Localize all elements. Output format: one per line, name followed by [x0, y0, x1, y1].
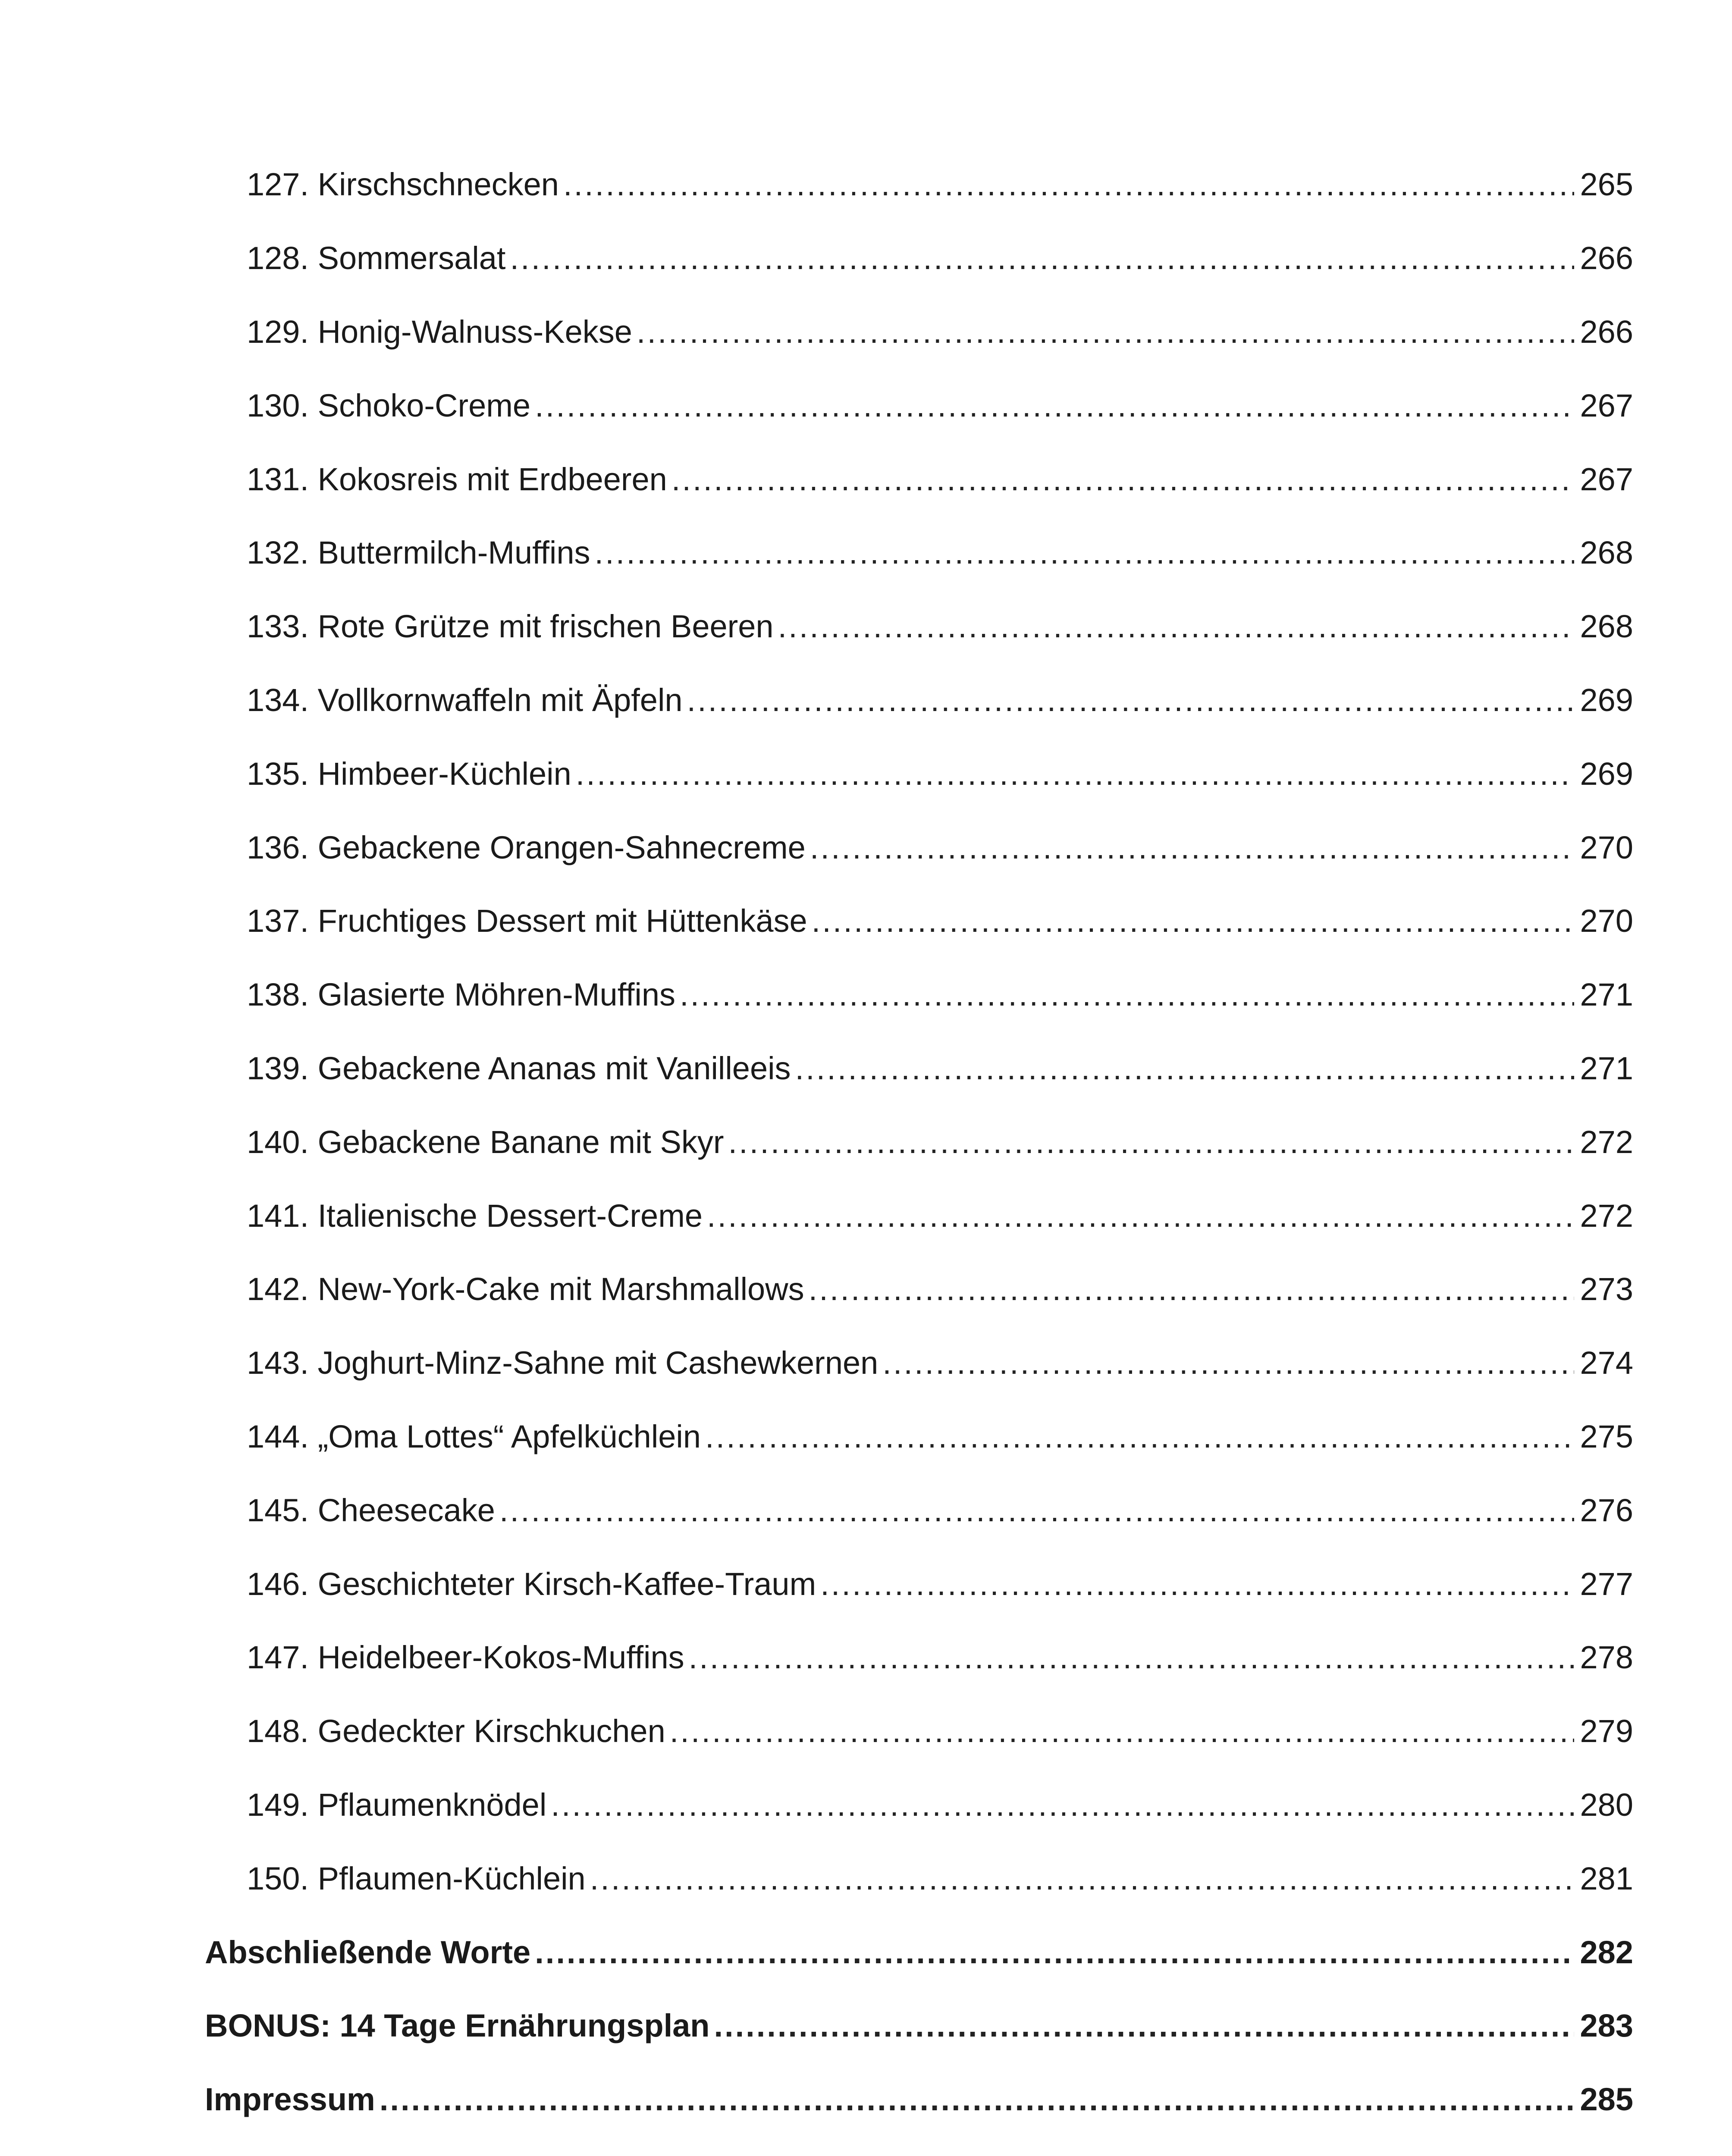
toc-page-number: 285	[1580, 2081, 1633, 2118]
toc-recipe-entry[interactable]	[247, 590, 1633, 664]
toc-entry-title: 139. Gebackene Ananas mit Vanilleeis	[247, 1050, 791, 1086]
toc-page-number: 281	[1580, 1860, 1633, 1896]
toc-recipe-entry[interactable]	[247, 958, 1633, 1032]
toc-page-number: 269	[1580, 682, 1633, 718]
toc-recipe-entry[interactable]	[247, 516, 1633, 590]
dot-leader	[728, 1126, 1574, 1158]
toc-entry-title: 132. Buttermilch-Muffins	[247, 535, 590, 571]
toc-recipe-entry[interactable]	[247, 295, 1633, 369]
toc-page-number: 270	[1580, 829, 1633, 865]
toc-recipe-entry[interactable]	[247, 1547, 1633, 1621]
dot-leader	[595, 537, 1574, 569]
toc-entry-line	[247, 1786, 1633, 1823]
toc-entry-line	[247, 1492, 1633, 1528]
toc-entry-line	[247, 1126, 1633, 1158]
toc-page-number: 283	[1580, 2008, 1633, 2044]
toc-entry-title: 142. New-York-Cake mit Marshmallows	[247, 1271, 804, 1307]
dot-leader	[535, 390, 1574, 422]
dot-leader	[687, 684, 1574, 716]
toc-page-number: 266	[1580, 313, 1633, 350]
toc-page-number: 265	[1580, 166, 1633, 203]
dot-leader	[510, 242, 1574, 274]
toc-entry-title: Impressum	[205, 2081, 375, 2118]
dot-leader	[380, 2084, 1574, 2115]
toc-entry-line	[247, 537, 1633, 569]
toc-chapter-entry[interactable]	[205, 2063, 1633, 2137]
toc-entry-line	[247, 166, 1633, 203]
toc-entry-line	[205, 2081, 1633, 2118]
toc-entry-title: 145. Cheesecake	[247, 1492, 495, 1528]
toc-page-number: 268	[1580, 608, 1633, 645]
dot-leader	[576, 758, 1574, 790]
toc-page-number: 266	[1580, 240, 1633, 276]
dot-leader	[551, 1789, 1574, 1821]
toc-recipe-entry[interactable]	[247, 1473, 1633, 1547]
toc-entry-title: 149. Pflaumenknödel	[247, 1786, 547, 1823]
toc-recipe-entry[interactable]	[247, 369, 1633, 442]
toc-page-number: 273	[1580, 1271, 1633, 1307]
toc-entry-line	[247, 1639, 1633, 1676]
toc-recipe-entry[interactable]	[247, 148, 1633, 222]
toc-chapter-entry[interactable]	[205, 1915, 1633, 1989]
toc-entry-title: 131. Kokosreis mit Erdbeeren	[247, 461, 667, 497]
toc-page-number: 267	[1580, 461, 1633, 497]
toc-page-number: 280	[1580, 1786, 1633, 1823]
dot-leader	[714, 2010, 1574, 2042]
toc-entry-line	[247, 1715, 1633, 1747]
toc-recipe-entry[interactable]	[247, 884, 1633, 958]
toc-page-number: 272	[1580, 1197, 1633, 1234]
toc-entry-line	[247, 1568, 1633, 1600]
toc-recipe-entry[interactable]	[247, 1695, 1633, 1768]
toc-entry-title: 127. Kirschschnecken	[247, 166, 559, 203]
toc-recipe-entry[interactable]	[247, 737, 1633, 811]
toc-entry-title: 144. „Oma Lottes“ Apfelküchlein	[247, 1418, 701, 1454]
toc-entry-title: 134. Vollkornwaffeln mit Äpfeln	[247, 682, 683, 718]
dot-leader	[707, 1200, 1574, 1232]
toc-entry-line	[247, 829, 1633, 865]
toc-chapter-entry[interactable]	[205, 1989, 1633, 2063]
toc-entry-line	[247, 1050, 1633, 1086]
toc-page-number: 271	[1580, 1050, 1633, 1086]
toc-recipe-entry[interactable]	[247, 664, 1633, 737]
dot-leader	[535, 1937, 1574, 1968]
dot-leader	[499, 1495, 1574, 1526]
toc-entry-title: 148. Gedeckter Kirschkuchen	[247, 1713, 665, 1749]
toc-page-number: 282	[1580, 1934, 1633, 1970]
dot-leader	[637, 316, 1574, 348]
toc-recipe-entry[interactable]	[247, 1768, 1633, 1842]
toc-entry-title: 130. Schoko-Creme	[247, 387, 531, 423]
toc-entry-title: 129. Honig-Walnuss-Kekse	[247, 313, 632, 350]
toc-recipe-entry[interactable]	[247, 811, 1633, 884]
dot-leader	[680, 979, 1574, 1011]
toc-entry-line	[247, 1347, 1633, 1379]
toc-entry-title: 147. Heidelbeer-Kokos-Muffins	[247, 1639, 684, 1676]
toc-page-number: 272	[1580, 1124, 1633, 1160]
dot-leader	[705, 1421, 1574, 1453]
dot-leader	[778, 611, 1574, 642]
toc-recipe-entry[interactable]	[247, 1842, 1633, 1915]
dot-leader	[812, 905, 1574, 937]
dot-leader	[670, 1715, 1574, 1747]
toc-entry-line	[247, 313, 1633, 350]
toc-recipe-entry[interactable]	[247, 1179, 1633, 1253]
toc-page-number: 279	[1580, 1713, 1633, 1749]
toc-page-number: 276	[1580, 1492, 1633, 1528]
toc-recipe-entry[interactable]	[247, 1253, 1633, 1326]
toc-entry-line	[247, 387, 1633, 423]
dot-leader	[809, 1273, 1574, 1305]
toc-page-number: 268	[1580, 535, 1633, 571]
toc-page-number: 277	[1580, 1566, 1633, 1602]
toc-recipe-entry[interactable]	[247, 1400, 1633, 1474]
toc-recipe-entry[interactable]	[247, 222, 1633, 295]
toc-recipe-entry[interactable]	[247, 1032, 1633, 1106]
toc-entry-title: 136. Gebackene Orangen-Sahnecreme	[247, 829, 806, 865]
toc-page-number: 275	[1580, 1418, 1633, 1454]
toc-entry-line	[247, 608, 1633, 645]
toc-entry-line	[247, 755, 1633, 792]
toc-entry-title: 146. Geschichteter Kirsch-Kaffee-Traum	[247, 1566, 816, 1602]
toc-entry-line	[247, 1273, 1633, 1305]
toc-entry-line	[247, 1197, 1633, 1234]
toc-entry-title: 141. Italienische Dessert-Creme	[247, 1197, 703, 1234]
dot-leader	[795, 1053, 1574, 1084]
toc-recipe-entry[interactable]	[247, 1326, 1633, 1400]
toc-recipe-entry[interactable]	[247, 1105, 1633, 1179]
dot-leader	[820, 1568, 1574, 1600]
toc-entry-line	[247, 684, 1633, 716]
toc-entry-title: 137. Fruchtiges Dessert mit Hüttenkäse	[247, 903, 807, 939]
toc-recipe-entry[interactable]	[247, 442, 1633, 516]
toc-entry-title: 143. Joghurt-Minz-Sahne mit Cashewkernen	[247, 1345, 879, 1381]
toc-entry-title: BONUS: 14 Tage Ernährungsplan	[205, 2008, 710, 2044]
toc-page-number: 269	[1580, 755, 1633, 792]
toc-entry-line	[247, 1418, 1633, 1454]
toc-entry-line	[205, 1934, 1633, 1970]
toc-entry-line	[205, 2010, 1633, 2042]
toc-entry-title: 150. Pflaumen-Küchlein	[247, 1860, 586, 1896]
toc-entry-line	[247, 242, 1633, 274]
toc-entry-title: 138. Glasierte Möhren-Muffins	[247, 977, 675, 1013]
dot-leader	[689, 1642, 1574, 1673]
dot-leader	[671, 464, 1574, 495]
toc-recipe-entry[interactable]	[247, 1621, 1633, 1695]
toc-entry-line	[247, 461, 1633, 497]
dot-leader	[590, 1863, 1574, 1895]
dot-leader	[810, 832, 1574, 864]
toc-entry-title: 133. Rote Grütze mit frischen Beeren	[247, 608, 774, 645]
dot-leader	[882, 1347, 1574, 1379]
dot-leader	[563, 169, 1574, 201]
toc-page-number: 270	[1580, 903, 1633, 939]
toc-entry-title: 135. Himbeer-Küchlein	[247, 755, 571, 792]
toc-entry-line	[247, 905, 1633, 937]
table-of-contents	[0, 148, 1732, 2137]
toc-entry-line	[247, 979, 1633, 1011]
toc-page-number: 271	[1580, 977, 1633, 1013]
toc-page-number: 267	[1580, 387, 1633, 423]
toc-page-number: 278	[1580, 1639, 1633, 1676]
toc-entry-title: Abschließende Worte	[205, 1934, 531, 1970]
toc-entry-line	[247, 1860, 1633, 1896]
toc-entry-title: 140. Gebackene Banane mit Skyr	[247, 1124, 724, 1160]
toc-entry-title: 128. Sommersalat	[247, 240, 506, 276]
toc-page-number: 274	[1580, 1345, 1633, 1381]
